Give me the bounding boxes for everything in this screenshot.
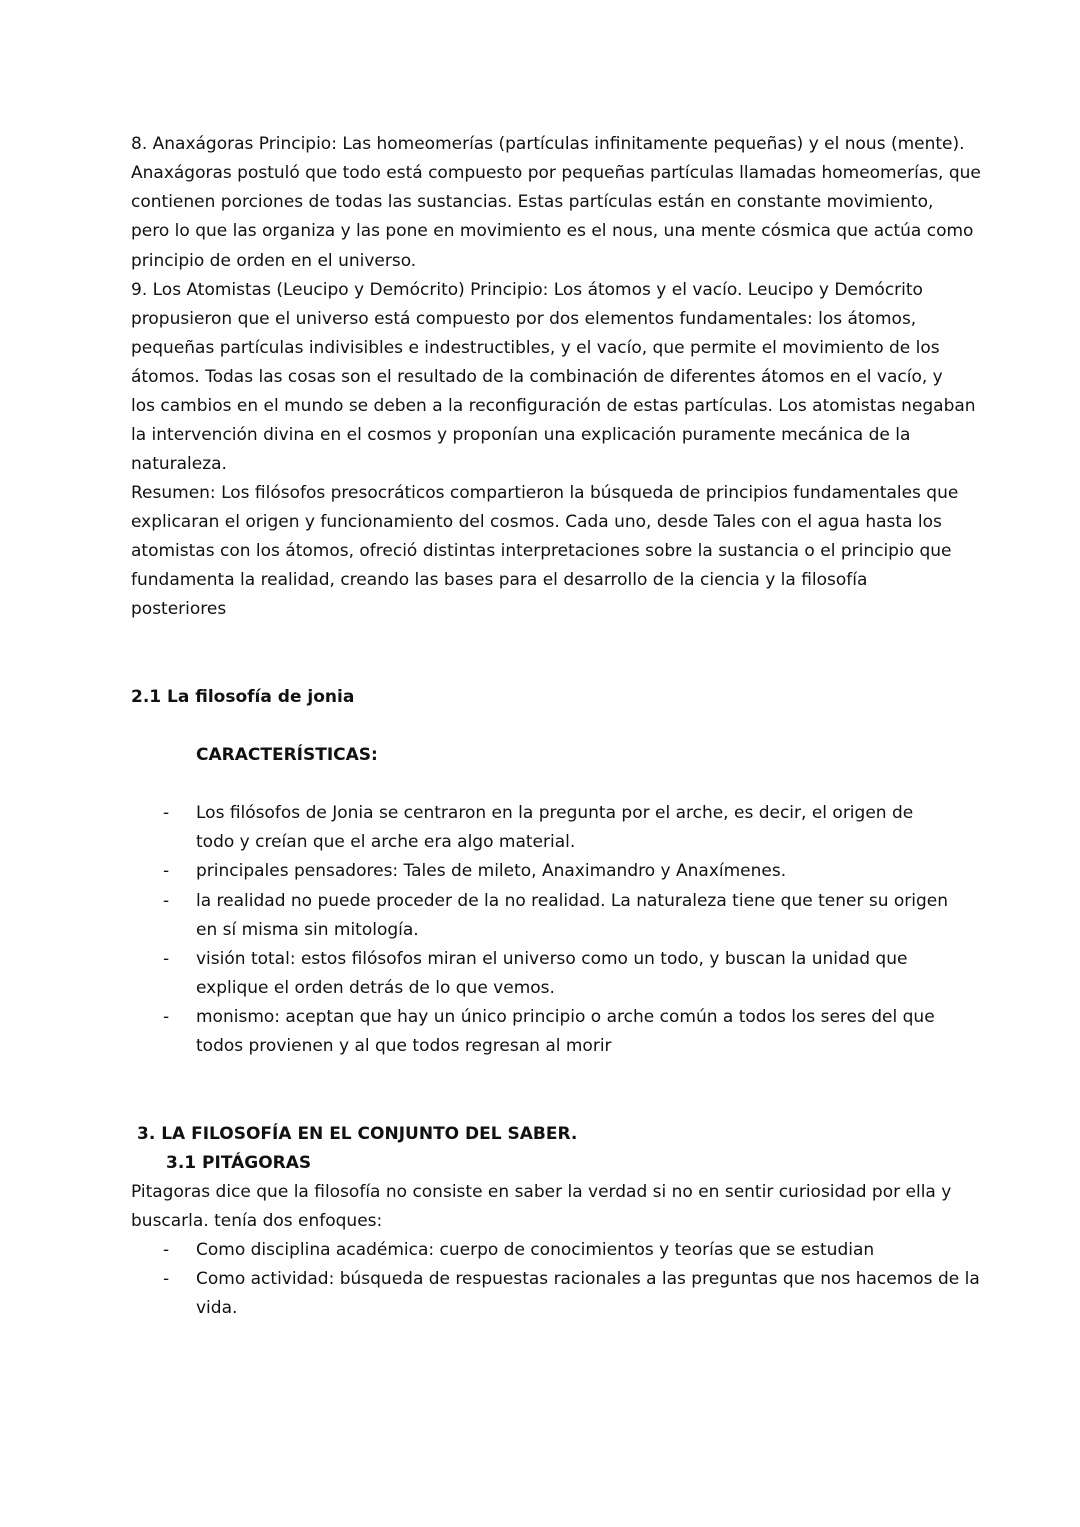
text-line: vida.	[196, 1298, 238, 1318]
subheading-caracteristicas: CARACTERÍSTICAS:	[196, 745, 378, 765]
subheading-pitagoras: 3.1 PITÁGORAS	[166, 1153, 312, 1173]
text-line: pequeñas partículas indivisibles e indestructibles, y el vacío, que permite el movimiento de los	[131, 338, 940, 358]
text-line: Como disciplina académica: cuerpo de conocimientos y teorías que se estudian	[196, 1240, 875, 1260]
text-line: 9. Los Atomistas (Leucipo y Demócrito) Principio: Los átomos y el vacío. Leucipo y Demócrito	[131, 280, 923, 300]
text-line: monismo: aceptan que hay un único principio o arche común a todos los seres del que	[196, 1007, 935, 1027]
bullet-dash: -	[163, 891, 170, 911]
text-line: pero lo que las organiza y las pone en movimiento es el nous, una mente cósmica que actúa como	[131, 221, 974, 241]
text-line: posteriores	[131, 599, 227, 619]
text-line: los cambios en el mundo se deben a la reconfiguración de estas partículas. Los atomistas negaban	[131, 396, 976, 416]
section-heading-jonia: 2.1 La filosofía de jonia	[131, 687, 355, 707]
text-line: en sí misma sin mitología.	[196, 920, 419, 940]
text-line: contienen porciones de todas las sustancias. Estas partículas están en constante movimiento,	[131, 192, 934, 212]
text-line: átomos. Todas las cosas son el resultado de la combinación de diferentes átomos en el vacío, y	[131, 367, 943, 387]
text-line: principio de orden en el universo.	[131, 251, 417, 271]
text-line: Como actividad: búsqueda de respuestas racionales a las preguntas que nos hacemos de la	[196, 1269, 980, 1289]
text-line: buscarla. tenía dos enfoques:	[131, 1211, 383, 1231]
bullet-dash: -	[163, 1269, 170, 1289]
text-line: la realidad no puede proceder de la no realidad. La naturaleza tiene que tener su origen	[196, 891, 949, 911]
text-line: todo y creían que el arche era algo material.	[196, 832, 576, 852]
bullet-dash: -	[163, 1240, 170, 1260]
text-line: Resumen: Los filósofos presocráticos compartieron la búsqueda de principios fundamentales que	[131, 483, 959, 503]
text-line: explicaran el origen y funcionamiento del cosmos. Cada uno, desde Tales con el agua hasta los	[131, 512, 942, 532]
bullet-dash: -	[163, 861, 170, 881]
text-line: atomistas con los átomos, ofreció distintas interpretaciones sobre la sustancia o el principio que	[131, 541, 952, 561]
bullet-dash: -	[163, 803, 170, 823]
text-line: la intervención divina en el cosmos y proponían una explicación puramente mecánica de la	[131, 425, 911, 445]
text-line: Los filósofos de Jonia se centraron en la pregunta por el arche, es decir, el origen de	[196, 803, 914, 823]
text-line: visión total: estos filósofos miran el universo como un todo, y buscan la unidad que	[196, 949, 908, 969]
text-line: Anaxágoras postuló que todo está compuesto por pequeñas partículas llamadas homeomerías, que	[131, 163, 981, 183]
text-line: naturaleza.	[131, 454, 227, 474]
text-line: 8. Anaxágoras Principio: Las homeomerías (partículas infinitamente pequeñas) y el nous (mente).	[131, 134, 965, 154]
bullet-dash: -	[163, 949, 170, 969]
text-line: propusieron que el universo está compuesto por dos elementos fundamentales: los átomos,	[131, 309, 917, 329]
text-line: principales pensadores: Tales de mileto, Anaximandro y Anaxímenes.	[196, 861, 787, 881]
text-line: fundamenta la realidad, creando las bases para el desarrollo de la ciencia y la filosofía	[131, 570, 868, 590]
bullet-dash: -	[163, 1007, 170, 1027]
text-line: explique el orden detrás de lo que vemos.	[196, 978, 555, 998]
section-heading-saber: 3. LA FILOSOFÍA EN EL CONJUNTO DEL SABER.	[137, 1124, 578, 1144]
text-line: todos provienen y al que todos regresan al morir	[196, 1036, 612, 1056]
text-line: Pitagoras dice que la filosofía no consiste en saber la verdad si no en sentir curiosidad por ella y	[131, 1182, 952, 1202]
